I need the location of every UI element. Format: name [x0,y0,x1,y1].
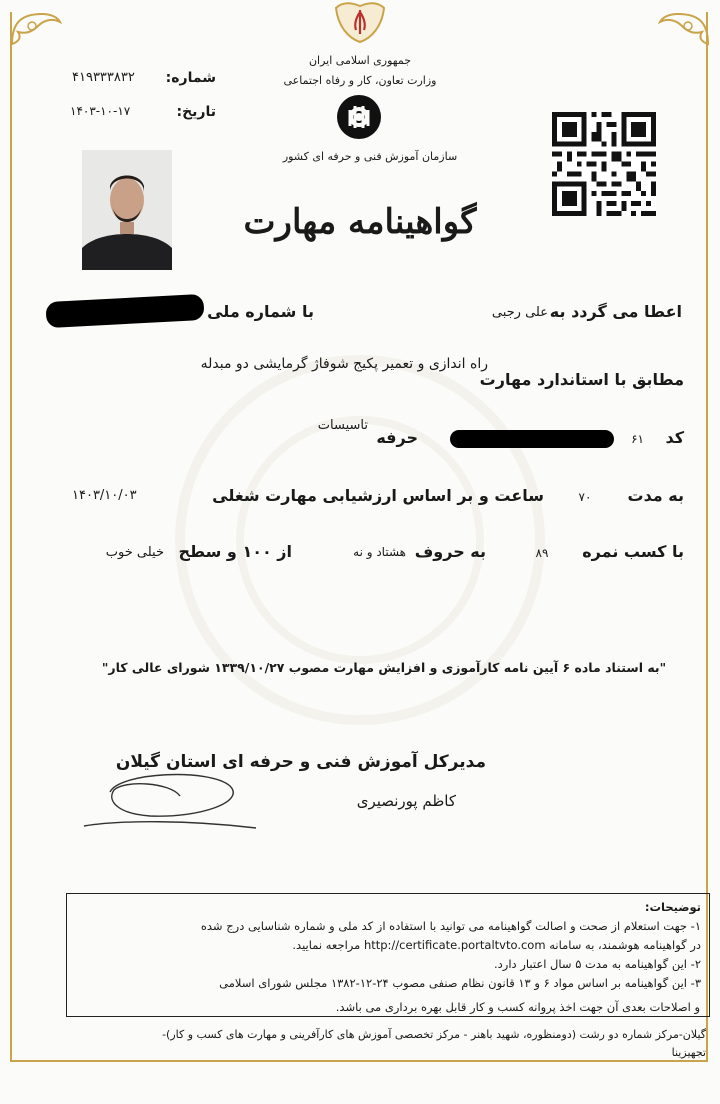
level-value: خیلی خوب [105,545,164,560]
score-words: هشتاد و نه [353,545,406,559]
issued-label: اعطا می گردد به [549,302,682,321]
qr-code-icon [552,112,656,216]
trade-label: حرفه [376,428,418,447]
holder-photo [82,150,172,270]
notes-line-4: ۳- این گواهینامه بر اساس مواد ۶ و ۱۳ قانون نظام صنفی مصوب ۲۴-۱۲-۱۳۸۲ مجلس شورای اسلامی [219,976,701,990]
signatory-name: کاظم پورنصیری [356,792,456,810]
notes-line-3: ۲- این گواهینامه به مدت ۵ سال اعتبار دارد. [494,957,701,971]
score-label: با کسب نمره [582,542,684,561]
number-value: ۴۱۹۳۳۳۸۳۲ [72,70,135,85]
corner-ornament-top-right [656,8,712,48]
score-value: ۸۹ [535,546,549,560]
notes-line-2: در گواهینامه هوشمند، به سامانه http://certificate.portaltvto.com مراجعه نمایید. [292,938,701,952]
notes-line-1: ۱- جهت استعلام از صحت و اصالت گواهینامه می توانید با استفاده از کد ملی و شماره شناسایی درج شده [200,919,701,933]
duration-value: ۷۰ [578,490,592,504]
notes-box [66,893,710,1017]
notes-heading: توضیحات: [644,900,701,914]
notes-line-5: و اصلاحات بعدی آن جهت اخذ پروانه کسب و کار قابل بهره برداری می باشد. [335,1000,700,1014]
recipient-name: علی رجبی [491,305,548,320]
footer-address [16,1026,706,1062]
standard-label: مطابق با استاندارد مهارت [479,370,684,389]
date-label: تاریخ: [176,104,216,120]
scale-label: از ۱۰۰ و سطح [178,542,292,561]
regulation-text: "به استناد ماده ۶ آیین نامه کارآموزی و افزایش مهارت مصوب ۱۳۳۹/۱۰/۲۷ شورای عالی کار" [101,660,667,675]
score-words-label: به حروف [414,542,486,561]
national-id-label: با شماره ملی [207,302,314,321]
iran-emblem-icon [332,0,388,44]
signatory-title: مدیرکل آموزش فنی و حرفه ای استان گیلان [115,752,486,772]
footer-line-2: تجهیزینا [671,1046,706,1059]
org-line-1: جمهوری اسلامی ایران [308,54,412,67]
certificate-title: گواهینامه مهارت [243,202,477,242]
standard-value: راه اندازی و تعمیر پکیج شوفاژ گرمایشی دو مبدله [200,356,488,372]
duration-text: ساعت و بر اساس ارزشیابی مهارت شغلی [212,486,544,505]
corner-ornament-top-left [8,8,64,48]
tvto-logo-icon [334,92,384,142]
code-value: ۶۱ [631,432,644,446]
number-label: شماره: [165,70,216,86]
duration-label: به مدت [627,486,684,505]
watermark-emblem [120,330,600,750]
exam-date: ۱۴۰۳/۱۰/۰۳ [72,488,137,503]
handwritten-signature [80,762,270,838]
code-label: کد [665,428,684,447]
trade-value: تاسیسات [317,418,368,433]
date-value: ۱۴۰۳-۱۰-۱۷ [70,104,131,118]
redaction-code [450,430,614,448]
org-line-2: وزارت تعاون، کار و رفاه اجتماعی [283,74,437,87]
org-line-3: سازمان آموزش فنی و حرفه ای کشور [282,150,458,163]
footer-line-1: گیلان-مرکز شماره دو رشت (دومنظوره، شهید باهنر - مرکز تخصصی آموزش های کارآفرینی و مهارت های کسب و کار)- [162,1028,706,1041]
